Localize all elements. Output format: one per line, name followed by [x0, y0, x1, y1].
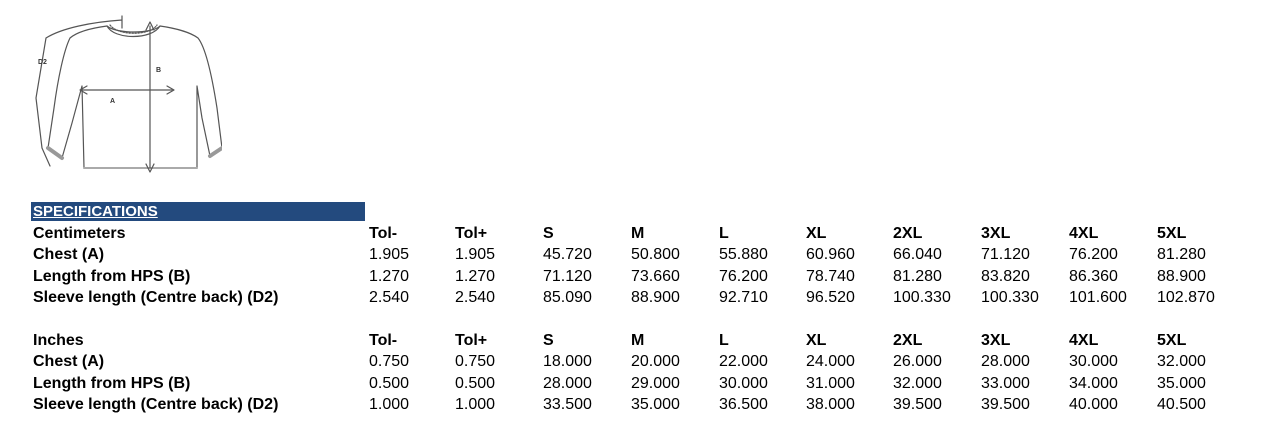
column-header: S: [543, 225, 554, 242]
table-row: [0, 266, 1268, 287]
table-cell: 31.000: [806, 374, 855, 392]
table-cell: 0.750: [455, 353, 496, 371]
column-header: 3XL: [981, 225, 1011, 242]
table-cell: 71.120: [543, 267, 592, 285]
column-header: 4XL: [1069, 332, 1099, 349]
table-row: [0, 373, 1268, 394]
column-header: 2XL: [893, 332, 923, 349]
table-cell: 1.905: [369, 246, 410, 264]
table-cell: 76.200: [719, 267, 768, 285]
table-cell: 96.520: [806, 288, 855, 306]
table-cell: 28.000: [981, 353, 1030, 371]
table-row: [0, 351, 1268, 372]
table-cell: 92.710: [719, 288, 768, 306]
row-label: Chest (A): [33, 353, 105, 371]
table-cell: 33.500: [543, 395, 592, 413]
table-cell: 2.540: [369, 288, 410, 306]
column-header: 2XL: [893, 225, 923, 242]
table-cell: 1.000: [455, 395, 496, 413]
column-header: L: [719, 225, 729, 242]
column-header: Tol-: [369, 332, 398, 349]
column-header: M: [631, 332, 645, 349]
diagram-label-a: A: [110, 98, 116, 105]
row-label: Length from HPS (B): [33, 267, 191, 285]
table-cell: 32.000: [893, 374, 942, 392]
column-header: 5XL: [1157, 225, 1187, 242]
table-cell: 24.000: [806, 353, 855, 371]
table-cell: 88.900: [631, 288, 680, 306]
table-row: [0, 287, 1268, 308]
long-sleeve-shirt-diagram: [22, 8, 222, 178]
table-cell: 32.000: [1157, 353, 1206, 371]
column-header: 3XL: [981, 332, 1011, 349]
unit-label: Centimeters: [33, 225, 126, 242]
column-header: Tol-: [369, 225, 398, 242]
column-header: L: [719, 332, 729, 349]
column-header: Tol+: [455, 332, 488, 349]
table-cell: 38.000: [806, 395, 855, 413]
table-cell: 33.000: [981, 374, 1030, 392]
table-cell: 39.500: [981, 395, 1030, 413]
table-cell: 1.270: [369, 267, 410, 285]
table-cell: 83.820: [981, 267, 1030, 285]
table-cell: 101.600: [1069, 288, 1127, 306]
table-cell: 35.000: [631, 395, 680, 413]
specifications-header: [31, 202, 365, 221]
table-cell: 1.270: [455, 267, 496, 285]
table-header-row: [0, 223, 1268, 244]
table-cell: 26.000: [893, 353, 942, 371]
table-cell: 100.330: [981, 288, 1039, 306]
column-header: XL: [806, 225, 827, 242]
table-cell: 36.500: [719, 395, 768, 413]
row-label: Sleeve length (Centre back) (D2): [33, 288, 279, 306]
table-cell: 100.330: [893, 288, 951, 306]
row-label: Length from HPS (B): [33, 374, 191, 392]
diagram-label-d2: D2: [38, 59, 47, 66]
table-cell: 22.000: [719, 353, 768, 371]
table-cell: 85.090: [543, 288, 592, 306]
table-cell: 1.905: [455, 246, 496, 264]
table-header-row: [0, 330, 1268, 351]
column-header: XL: [806, 332, 827, 349]
table-cell: 30.000: [1069, 353, 1118, 371]
table-cell: 73.660: [631, 267, 680, 285]
diagram-label-b: B: [156, 67, 162, 74]
table-cell: 60.960: [806, 246, 855, 264]
table-cell: 45.720: [543, 246, 592, 264]
table-cell: 76.200: [1069, 246, 1118, 264]
row-label: Chest (A): [33, 246, 105, 264]
table-cell: 40.000: [1069, 395, 1118, 413]
unit-label: Inches: [33, 332, 84, 349]
column-header: 5XL: [1157, 332, 1187, 349]
table-cell: 86.360: [1069, 267, 1118, 285]
table-cell: 34.000: [1069, 374, 1118, 392]
table-cell: 81.280: [1157, 246, 1206, 264]
table-cell: 28.000: [543, 374, 592, 392]
column-header: 4XL: [1069, 225, 1099, 242]
table-cell: 81.280: [893, 267, 942, 285]
table-cell: 39.500: [893, 395, 942, 413]
column-header: Tol+: [455, 225, 488, 242]
specifications-title: SPECIFICATIONS: [33, 203, 158, 220]
table-cell: 102.870: [1157, 288, 1215, 306]
table-cell: 50.800: [631, 246, 680, 264]
table-cell: 0.500: [369, 374, 410, 392]
table-row: [0, 244, 1268, 265]
table-cell: 66.040: [893, 246, 942, 264]
table-row: [0, 394, 1268, 415]
table-cell: 88.900: [1157, 267, 1206, 285]
table-cell: 40.500: [1157, 395, 1206, 413]
table-cell: 30.000: [719, 374, 768, 392]
table-cell: 0.500: [455, 374, 496, 392]
table-cell: 2.540: [455, 288, 496, 306]
table-cell: 78.740: [806, 267, 855, 285]
column-header: S: [543, 332, 554, 349]
table-cell: 29.000: [631, 374, 680, 392]
table-cell: 1.000: [369, 395, 410, 413]
table-cell: 18.000: [543, 353, 592, 371]
table-cell: 71.120: [981, 246, 1030, 264]
table-cell: 20.000: [631, 353, 680, 371]
table-cell: 0.750: [369, 353, 410, 371]
table-cell: 55.880: [719, 246, 768, 264]
table-cell: 35.000: [1157, 374, 1206, 392]
column-header: M: [631, 225, 645, 242]
row-label: Sleeve length (Centre back) (D2): [33, 395, 279, 413]
